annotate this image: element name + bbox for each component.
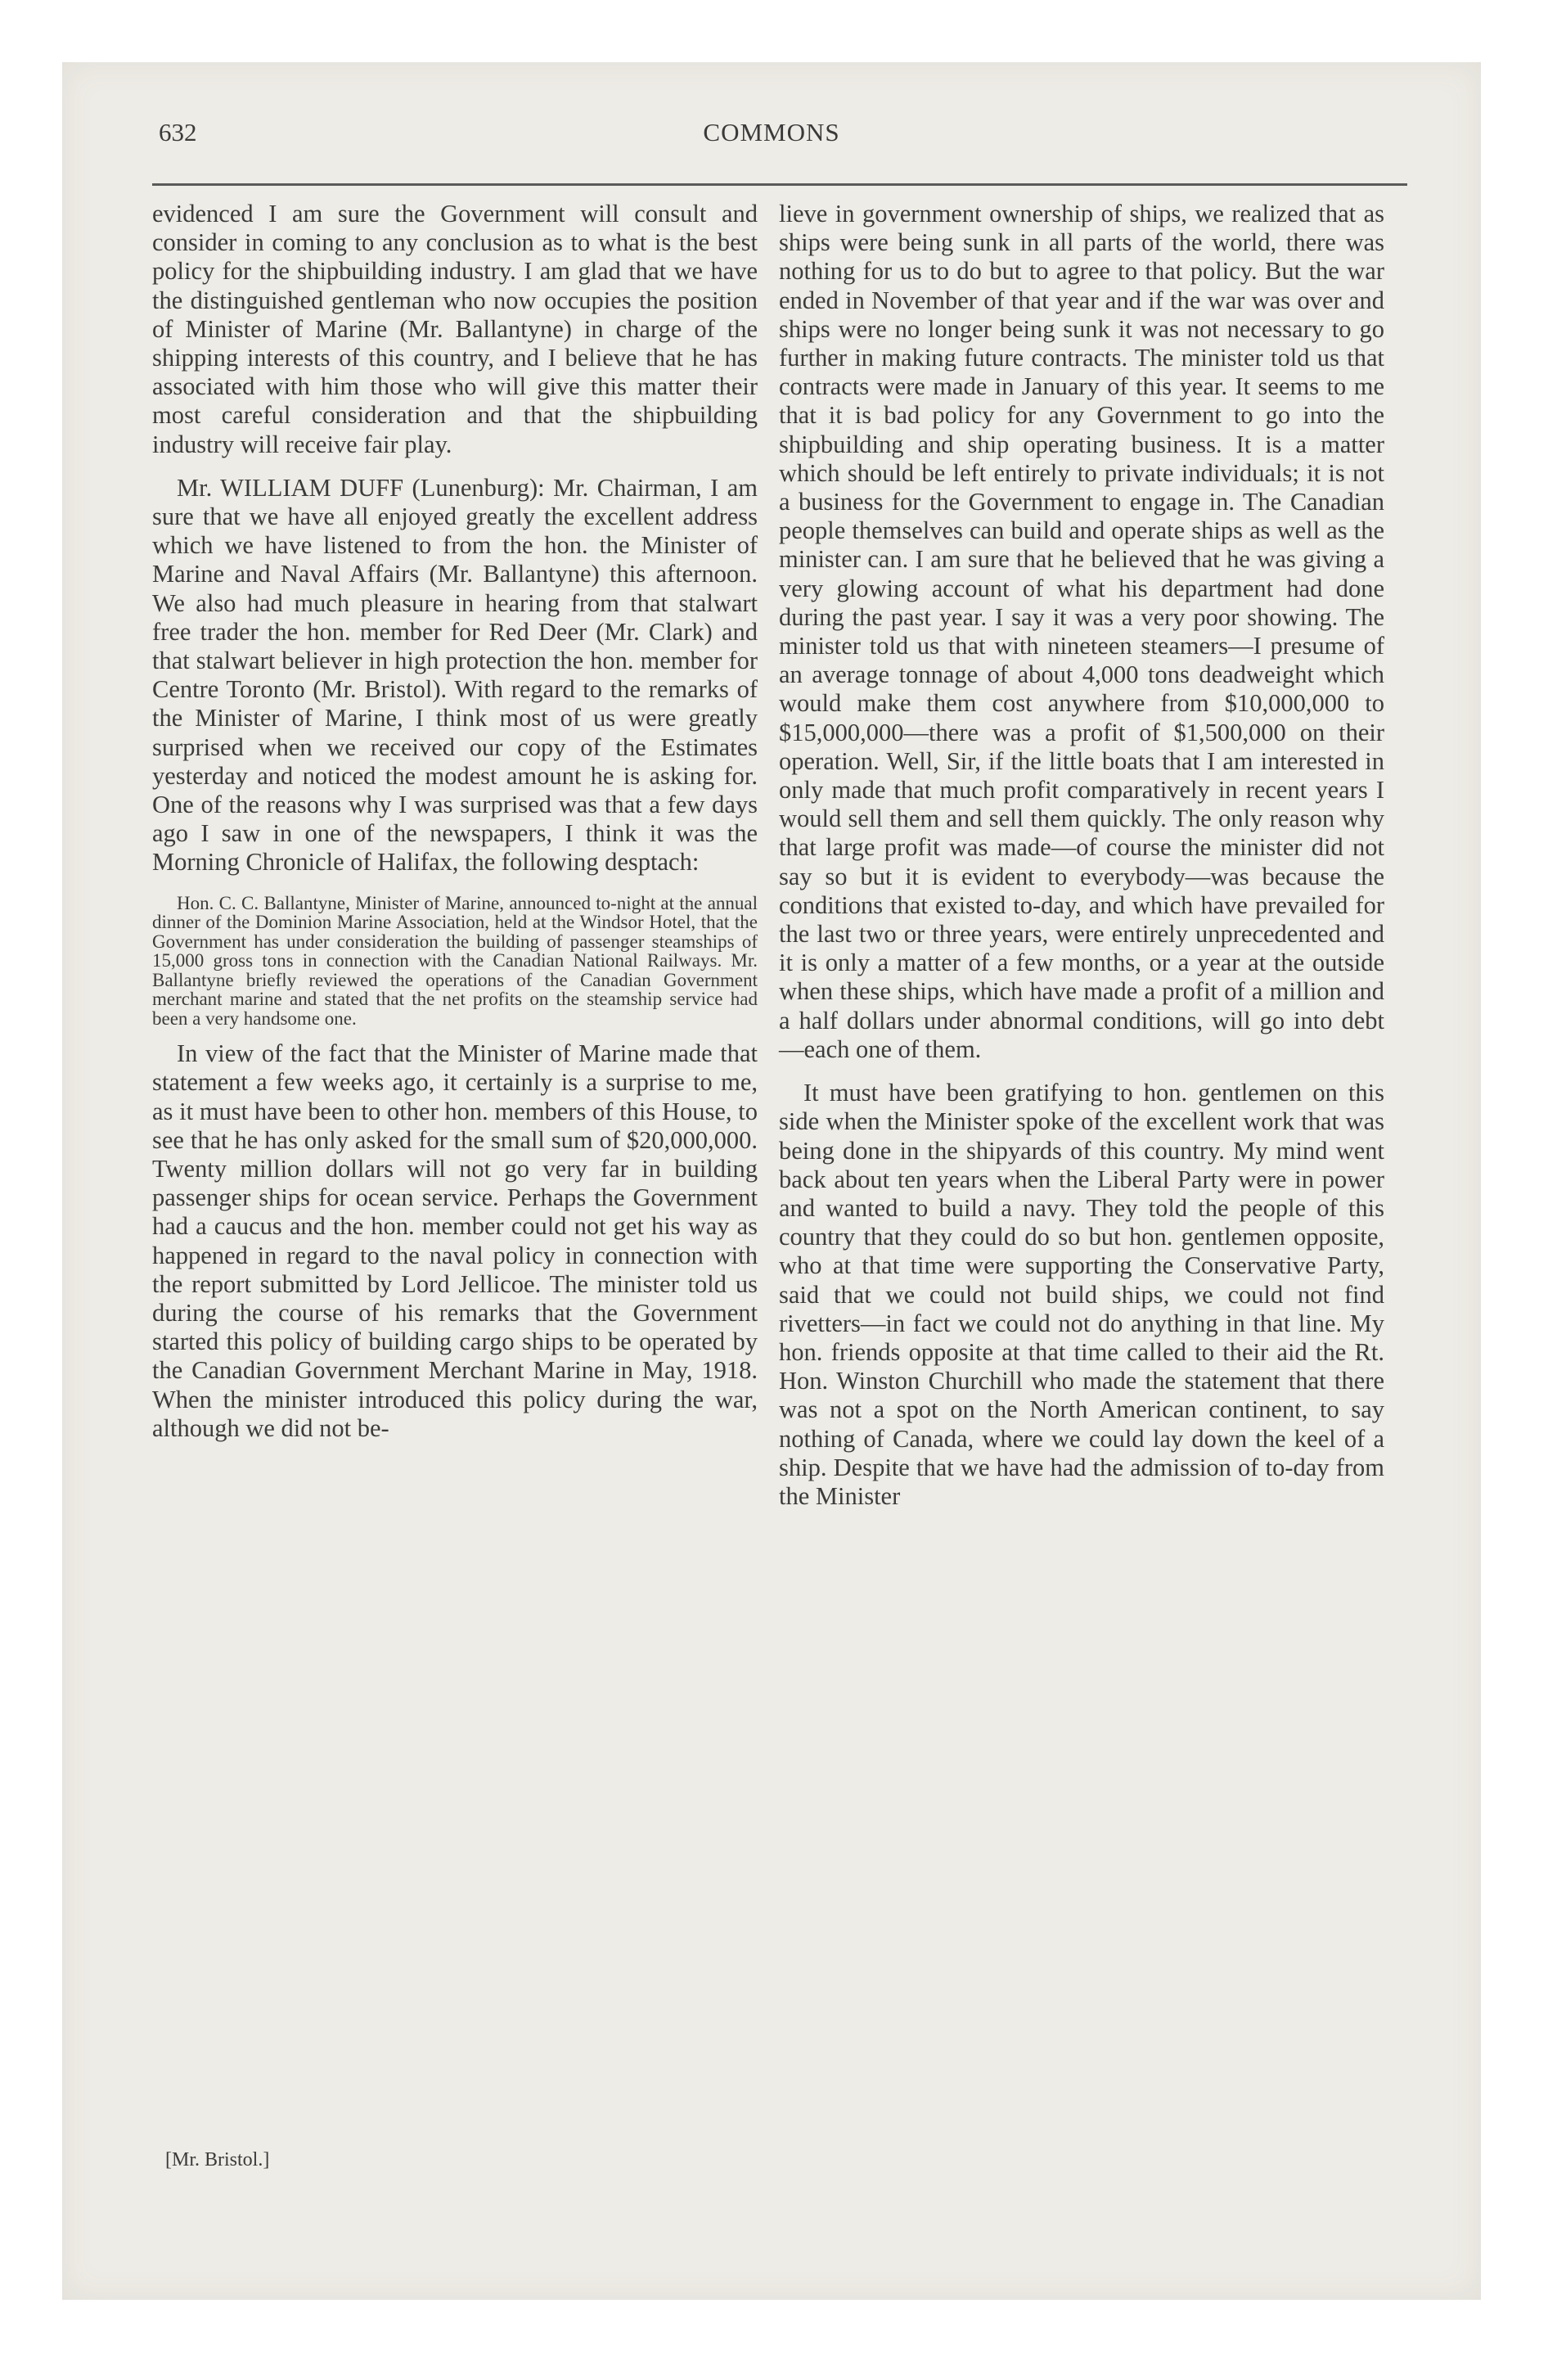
header-rule bbox=[152, 183, 1407, 186]
running-head: COMMONS bbox=[703, 118, 840, 146]
page-header bbox=[159, 118, 1384, 154]
right-paragraph-1: lieve in government ownership of ships, we realized that as ships were being sunk in all parts of the world, there was nothing for us to do but to agree to that policy. But the war ended in November of that year and if the war was over and ships were no longer being sunk it was not necessary to go further in making future contracts. The minister told us that contracts were made in January of this year. It seems to me that it is bad policy for any Government to go into the shipbuilding and ship operating business. It is a matter which should be left entirely to private individuals; it is not a business for the Government to engage in. The Canadian people themselves can build and operate ships as well as the minister can. I am sure that he believed that he was giving a very glowing account of what his department had done during the past year. I say it was a very poor showing. The minister told us that with nineteen steamers—I presume of an average tonnage of about 4,000 tons deadweight which would make them cost anywhere from $10,000,000 to $15,000,000—there was a profit of $1,500,000 on their operation. Well, Sir, if the little boats that I am interested in only made that much profit comparatively in recent years I would sell them and sell them quickly. The only reason why that large profit was made—of course the minister did not say so but it is evident to everybody—was because the conditions that existed to-day, and which have prevailed for the last two or three years, were entirely unprecedented and it is only a matter of a few months, or a year at the outside when these ships, which have made a profit of a million and a half dollars under abnormal conditions, will go into debt—each one of them. bbox=[779, 200, 1384, 1063]
page-number: 632 bbox=[159, 118, 197, 146]
hansard-page bbox=[62, 62, 1481, 2300]
right-column bbox=[779, 200, 1384, 1511]
left-paragraph-2: Mr. WILLIAM DUFF (Lunenburg): Mr. Chairman, I am sure that we have all enjoyed greatly the excellent address which we have listened to from the hon. the Minister of Marine and Naval Affairs (Mr. Ballantyne) this afternoon. We also had much pleasure in hearing from that stalwart free trader the hon. member for Red Deer (Mr. Clark) and that stalwart believer in high protection the hon. member for Centre Toronto (Mr. Bristol). With regard to the remarks of the Minister of Marine, I think most of us were greatly surprised when we received our copy of the Estimates yesterday and noticed the modest amount he is asking for. One of the reasons why I was surprised was that a few days ago I saw in one of the newspapers, I think it was the Morning Chronicle of Halifax, the following desptach: bbox=[152, 473, 758, 877]
quoted-despatch: Hon. C. C. Ballantyne, Minister of Marine, announced to-night at the annual dinner of the Dominion Marine Association, held at the Windsor Hotel, that the Government has under consideration the building of passenger steamships of 15,000 gross tons in connection with the Canadian National Railways. Mr. Ballantyne briefly reviewed the operations of the Canadian Government merchant marine and stated that the net profits on the steamship service had been a very handsome one. bbox=[152, 892, 758, 1029]
left-paragraph-1: evidenced I am sure the Government will consult and consider in coming to any conclusion as to what is the best policy for the shipbuilding industry. I am glad that we have the distinguished gentleman who now occupies the position of Minister of Marine (Mr. Ballantyne) in charge of the shipping interests of this country, and I believe that he has associated with him those who will give this matter their most careful consideration and that the shipbuilding industry will receive fair play. bbox=[152, 200, 758, 458]
left-paragraph-3: In view of the fact that the Minister of Marine made that statement a few weeks ago, it certainly is a surprise to me, as it must have been to other hon. members of this House, to see that he has only asked for the small sum of $20,000,000. Twenty million dollars will not go very far in building passenger ships for ocean service. Perhaps the Government had a caucus and the hon. member could not get his way as happened in regard to the naval policy in connection with the report submitted by Lord Jellicoe. The minister told us during the course of his remarks that the Government started this policy of building cargo ships to be operated by the Canadian Government Merchant Marine in May, 1918. When the minister introduced this policy during the war, although we did not be- bbox=[152, 1039, 758, 1442]
right-paragraph-2: It must have been gratifying to hon. gentlemen on this side when the Minister spoke of the excellent work that was being done in the shipyards of this country. My mind went back about ten years when the Liberal Party were in power and wanted to build a navy. They told the people of this country that they could do so but hon. gentlemen opposite, who at that time were supporting the Conservative Party, said that we could not build ships, we could not find rivetters—in fact we could not do anything in that line. My hon. friends opposite at that time called to their aid the Rt. Hon. Winston Churchill who made the statement that there was not a spot on the North American continent, to say nothing of Canada, where we could lay down the keel of a ship. Despite that we have had the admission of to-day from the Minister bbox=[779, 1079, 1384, 1510]
speaker-footnote: [Mr. Bristol.] bbox=[165, 2149, 270, 2170]
left-column bbox=[152, 200, 758, 1443]
